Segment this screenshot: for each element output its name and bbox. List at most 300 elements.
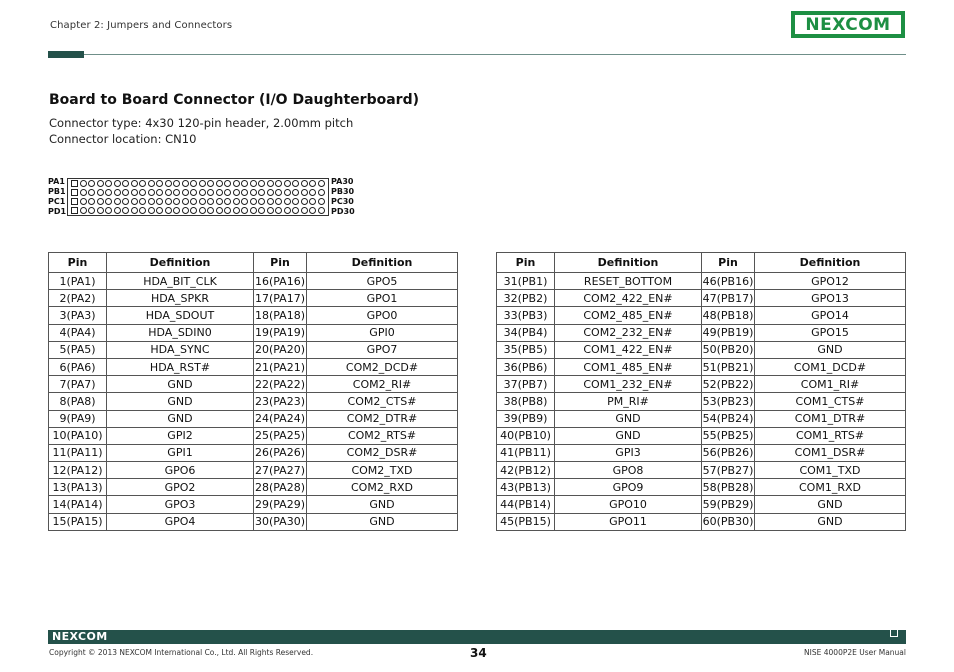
definition-cell: COM1_CTS#: [755, 393, 906, 410]
table-row: [49, 358, 458, 375]
pin-dot: [258, 189, 265, 196]
pin-dot: [224, 189, 231, 196]
definition-cell: COM2_DTR#: [307, 410, 458, 427]
table-row: [49, 479, 458, 496]
footer-bar: [48, 630, 906, 644]
pin-cell: 1(PA1): [49, 273, 107, 290]
pin-dot: [80, 207, 87, 214]
pin-dot: [258, 198, 265, 205]
chapter-heading: Chapter 2: Jumpers and Connectors: [50, 20, 233, 31]
pin-cell: 19(PA19): [254, 324, 307, 341]
definition-cell: GPO0: [307, 307, 458, 324]
pin-cell: 3(PA3): [49, 307, 107, 324]
pin-cell: 21(PA21): [254, 358, 307, 375]
pin-dot: [114, 189, 121, 196]
pin-dot: [182, 198, 189, 205]
definition-cell: GPO5: [307, 273, 458, 290]
definition-cell: COM1_DTR#: [755, 410, 906, 427]
pin-dot: [114, 198, 121, 205]
definition-cell: HDA_SYNC: [107, 341, 254, 358]
pin-dot: [318, 189, 325, 196]
pin-dot: [88, 180, 95, 187]
pin-dot: [148, 198, 155, 205]
label-pd1: PD1: [48, 207, 67, 216]
definition-cell: PM_RI#: [555, 393, 702, 410]
pin-dot: [258, 207, 265, 214]
pin-cell: 4(PA4): [49, 324, 107, 341]
table-row: [497, 341, 906, 358]
definition-cell: HDA_SDIN0: [107, 324, 254, 341]
table-row: [497, 479, 906, 496]
definition-cell: GPO6: [107, 462, 254, 479]
table-row: [497, 376, 906, 393]
header-pin: Pin: [254, 253, 307, 273]
pin-dot: [105, 180, 112, 187]
pin-row: [71, 207, 325, 214]
pin-dot: [156, 180, 163, 187]
pin-dot: [250, 189, 257, 196]
pin-dot: [131, 189, 138, 196]
definition-cell: COM1_DSR#: [755, 444, 906, 461]
pin-dot: [173, 198, 180, 205]
pin-dot: [233, 189, 240, 196]
label-pb1: PB1: [48, 187, 66, 196]
definition-cell: COM2_RI#: [307, 376, 458, 393]
pin-dot: [292, 189, 299, 196]
definition-cell: GND: [307, 513, 458, 530]
pin-dot: [97, 198, 104, 205]
pin-dot: [71, 198, 78, 205]
pin-cell: 45(PB15): [497, 513, 555, 530]
pin-dot: [139, 189, 146, 196]
pin-dot: [224, 207, 231, 214]
definition-cell: GND: [755, 513, 906, 530]
definition-cell: COM2_CTS#: [307, 393, 458, 410]
table-row: [49, 307, 458, 324]
pin-dot: [131, 207, 138, 214]
pin-row: [71, 180, 325, 187]
pin-dot: [105, 189, 112, 196]
table-row: [497, 290, 906, 307]
definition-cell: GPO9: [555, 479, 702, 496]
table-row: [497, 324, 906, 341]
definition-cell: COM2_DCD#: [307, 358, 458, 375]
pin-cell: 27(PA27): [254, 462, 307, 479]
copyright: Copyright © 2013 NEXCOM International Co., Ltd. All Rights Reserved.: [49, 648, 314, 657]
table-row: [49, 462, 458, 479]
pin-dot: [267, 189, 274, 196]
definition-cell: GND: [755, 496, 906, 513]
header-pin: Pin: [497, 253, 555, 273]
pin-dot: [284, 189, 291, 196]
definition-cell: COM1_TXD: [755, 462, 906, 479]
pin-dot: [309, 189, 316, 196]
pin-cell: 6(PA6): [49, 358, 107, 375]
pin-dot: [80, 189, 87, 196]
definition-cell: COM2_DSR#: [307, 444, 458, 461]
pin-cell: 57(PB27): [702, 462, 755, 479]
definition-cell: GND: [107, 393, 254, 410]
pin-dot: [250, 207, 257, 214]
pin-dot: [267, 198, 274, 205]
pin-dot: [301, 207, 308, 214]
header-divider: [84, 54, 906, 55]
definition-cell: GPO13: [755, 290, 906, 307]
pin-dot: [97, 189, 104, 196]
definition-cell: GPO4: [107, 513, 254, 530]
pin-dot: [190, 180, 197, 187]
definition-cell: GPO1: [307, 290, 458, 307]
definition-cell: GPO10: [555, 496, 702, 513]
pin-cell: 52(PB22): [702, 376, 755, 393]
pin-cell: 56(PB26): [702, 444, 755, 461]
pin-cell: 9(PA9): [49, 410, 107, 427]
pin-dot: [148, 180, 155, 187]
pin-dot: [173, 207, 180, 214]
definition-cell: GPO8: [555, 462, 702, 479]
pin-header-outline: [67, 178, 329, 216]
pin-cell: 16(PA16): [254, 273, 307, 290]
definition-cell: COM2_485_EN#: [555, 307, 702, 324]
pin-cell: 30(PA30): [254, 513, 307, 530]
pin-dot: [292, 180, 299, 187]
footer-logo: NEXCOM: [52, 630, 108, 643]
pin-dot: [224, 198, 231, 205]
pin-dot: [301, 198, 308, 205]
pin-dot: [241, 207, 248, 214]
definition-cell: GND: [107, 410, 254, 427]
pin-cell: 50(PB20): [702, 341, 755, 358]
pin-cell: 5(PA5): [49, 341, 107, 358]
table-row: [49, 324, 458, 341]
pin-cell: 58(PB28): [702, 479, 755, 496]
pin-dot: [207, 198, 214, 205]
pin-dot: [182, 207, 189, 214]
pin-dot: [88, 189, 95, 196]
definition-cell: COM1_485_EN#: [555, 358, 702, 375]
pin-cell: 22(PA22): [254, 376, 307, 393]
pin-dot: [97, 207, 104, 214]
pin-dot: [216, 180, 223, 187]
pin-dot: [114, 180, 121, 187]
definition-cell: COM1_422_EN#: [555, 341, 702, 358]
pin-dot: [233, 198, 240, 205]
section-title: Board to Board Connector (I/O Daughterboard): [49, 92, 419, 108]
manual-name: NISE 4000P2E User Manual: [804, 648, 906, 657]
pin-table-right: [496, 252, 906, 531]
pin-dot: [318, 198, 325, 205]
pin-dot: [318, 180, 325, 187]
pin-dot: [173, 189, 180, 196]
pin-dot: [275, 207, 282, 214]
pin-dot: [71, 180, 78, 187]
definition-cell: COM1_RXD: [755, 479, 906, 496]
definition-cell: GPO2: [107, 479, 254, 496]
table-row: [49, 496, 458, 513]
pin-cell: 20(PA20): [254, 341, 307, 358]
pin-dot: [139, 180, 146, 187]
pin-dot: [233, 207, 240, 214]
table-row: [49, 410, 458, 427]
pin-cell: 36(PB6): [497, 358, 555, 375]
pin-cell: 59(PB29): [702, 496, 755, 513]
pin-dot: [80, 198, 87, 205]
pin-dot: [267, 180, 274, 187]
definition-cell: GND: [555, 410, 702, 427]
label-pd30: PD30: [331, 207, 355, 216]
pin-dot: [275, 180, 282, 187]
pin-dot: [156, 207, 163, 214]
pin-cell: 48(PB18): [702, 307, 755, 324]
pin-dot: [241, 180, 248, 187]
pin-dot: [309, 207, 316, 214]
definition-cell: HDA_SDOUT: [107, 307, 254, 324]
pin-dot: [233, 180, 240, 187]
pin-dot: [156, 189, 163, 196]
pin-dot: [122, 198, 129, 205]
pin-dot: [318, 207, 325, 214]
table-header-row: [49, 253, 458, 273]
pin-dot: [301, 180, 308, 187]
pin-cell: 29(PA29): [254, 496, 307, 513]
table-row: [49, 393, 458, 410]
definition-cell: COM1_RI#: [755, 376, 906, 393]
pin-dot: [207, 207, 214, 214]
pin-cell: 25(PA25): [254, 427, 307, 444]
pin-dot: [122, 207, 129, 214]
pin-dot: [284, 207, 291, 214]
footer-corner-square: [898, 637, 906, 644]
pin-dot: [190, 189, 197, 196]
nexcom-logo: [791, 11, 905, 38]
pin-dot: [131, 198, 138, 205]
definition-cell: GND: [107, 376, 254, 393]
pin-dot: [165, 198, 172, 205]
pin-cell: 32(PB2): [497, 290, 555, 307]
pin-cell: 40(PB10): [497, 427, 555, 444]
definition-cell: GPO14: [755, 307, 906, 324]
pin-cell: 44(PB14): [497, 496, 555, 513]
pin-dot: [139, 198, 146, 205]
label-pa1: PA1: [48, 177, 65, 186]
pin-dot: [267, 207, 274, 214]
pin-cell: 54(PB24): [702, 410, 755, 427]
pin-dot: [292, 198, 299, 205]
header-pin: Pin: [702, 253, 755, 273]
definition-cell: COM1_RTS#: [755, 427, 906, 444]
pin-cell: 51(PB21): [702, 358, 755, 375]
pin-cell: 31(PB1): [497, 273, 555, 290]
footer-corner-square: [891, 630, 897, 636]
label-pb30: PB30: [331, 187, 355, 196]
pin-cell: 42(PB12): [497, 462, 555, 479]
pin-dot: [148, 207, 155, 214]
pin-dot: [216, 198, 223, 205]
pin-cell: 34(PB4): [497, 324, 555, 341]
header-definition: Definition: [755, 253, 906, 273]
pin-table-left: [48, 252, 458, 531]
table-row: [497, 410, 906, 427]
pin-dot: [88, 207, 95, 214]
pin-row: [71, 198, 325, 205]
definition-cell: COM1_DCD#: [755, 358, 906, 375]
header-definition: Definition: [107, 253, 254, 273]
pin-cell: 33(PB3): [497, 307, 555, 324]
header-definition: Definition: [307, 253, 458, 273]
pin-cell: 53(PB23): [702, 393, 755, 410]
logo-text: NEXCOM: [795, 15, 901, 34]
pin-dot: [241, 198, 248, 205]
pin-dot: [216, 207, 223, 214]
definition-cell: GPO3: [107, 496, 254, 513]
definition-cell: GND: [555, 427, 702, 444]
pin-dot: [148, 189, 155, 196]
pin-dot: [131, 180, 138, 187]
definition-cell: COM2_RTS#: [307, 427, 458, 444]
pin-cell: 18(PA18): [254, 307, 307, 324]
definition-cell: HDA_RST#: [107, 358, 254, 375]
label-pc30: PC30: [331, 197, 354, 206]
definition-cell: GPO7: [307, 341, 458, 358]
definition-cell: COM1_232_EN#: [555, 376, 702, 393]
pin-dot: [114, 207, 121, 214]
header-accent-bar: [48, 51, 84, 58]
pin-dot: [301, 189, 308, 196]
table-row: [49, 376, 458, 393]
pin-cell: 28(PA28): [254, 479, 307, 496]
definition-cell: GPI3: [555, 444, 702, 461]
pin-cell: 39(PB9): [497, 410, 555, 427]
pin-dot: [258, 180, 265, 187]
pin-cell: 23(PA23): [254, 393, 307, 410]
label-pc1: PC1: [48, 197, 66, 206]
pin-cell: 2(PA2): [49, 290, 107, 307]
table-row: [497, 393, 906, 410]
definition-cell: GND: [755, 341, 906, 358]
pin-cell: 26(PA26): [254, 444, 307, 461]
pin-dot: [224, 180, 231, 187]
pin-dot: [88, 198, 95, 205]
pin-cell: 10(PA10): [49, 427, 107, 444]
pin-cell: 43(PB13): [497, 479, 555, 496]
definition-cell: GPO15: [755, 324, 906, 341]
table-row: [49, 273, 458, 290]
definition-cell: GPI0: [307, 324, 458, 341]
table-row: [497, 273, 906, 290]
header-pin: Pin: [49, 253, 107, 273]
pin-dot: [199, 189, 206, 196]
connector-type: Connector type: 4x30 120-pin header, 2.00mm pitch: [49, 116, 354, 130]
table-row: [497, 427, 906, 444]
pin-dot: [199, 207, 206, 214]
definition-cell: COM2_TXD: [307, 462, 458, 479]
pin-cell: 41(PB11): [497, 444, 555, 461]
pin-dot: [122, 180, 129, 187]
pin-dot: [139, 207, 146, 214]
connector-location: Connector location: CN10: [49, 132, 197, 146]
definition-cell: GPI2: [107, 427, 254, 444]
pin-cell: 7(PA7): [49, 376, 107, 393]
definition-cell: GPO11: [555, 513, 702, 530]
table-row: [497, 358, 906, 375]
pin-dot: [71, 189, 78, 196]
pin-dot: [275, 189, 282, 196]
pin-dot: [97, 180, 104, 187]
table-row: [497, 307, 906, 324]
pin-cell: 12(PA12): [49, 462, 107, 479]
pin-cell: 35(PB5): [497, 341, 555, 358]
table-header-row: [497, 253, 906, 273]
pin-dot: [284, 198, 291, 205]
definition-cell: HDA_BIT_CLK: [107, 273, 254, 290]
definition-cell: GPI1: [107, 444, 254, 461]
definition-cell: HDA_SPKR: [107, 290, 254, 307]
definition-cell: COM2_422_EN#: [555, 290, 702, 307]
pin-cell: 8(PA8): [49, 393, 107, 410]
pin-dot: [250, 198, 257, 205]
table-row: [49, 427, 458, 444]
pin-row: [71, 189, 325, 196]
table-row: [49, 341, 458, 358]
header-definition: Definition: [555, 253, 702, 273]
pin-dot: [105, 207, 112, 214]
definition-cell: GPO12: [755, 273, 906, 290]
pin-dot: [156, 198, 163, 205]
pin-dot: [199, 198, 206, 205]
definition-cell: RESET_BOTTOM: [555, 273, 702, 290]
pin-dot: [250, 180, 257, 187]
pin-dot: [199, 180, 206, 187]
table-row: [49, 513, 458, 530]
pin-dot: [182, 180, 189, 187]
pin-cell: 47(PB17): [702, 290, 755, 307]
pin-cell: 37(PB7): [497, 376, 555, 393]
pin-dot: [105, 198, 112, 205]
pin-dot: [165, 189, 172, 196]
definition-cell: COM2_RXD: [307, 479, 458, 496]
pin-cell: 24(PA24): [254, 410, 307, 427]
pin-cell: 46(PB16): [702, 273, 755, 290]
pin-dot: [71, 207, 78, 214]
pin-dot: [309, 180, 316, 187]
pin-dot: [173, 180, 180, 187]
pin-cell: 55(PB25): [702, 427, 755, 444]
page-number: 34: [470, 646, 487, 660]
definition-cell: GND: [307, 496, 458, 513]
pin-dot: [165, 207, 172, 214]
pin-dot: [216, 189, 223, 196]
pin-dot: [165, 180, 172, 187]
table-row: [49, 290, 458, 307]
pin-cell: 17(PA17): [254, 290, 307, 307]
pin-dot: [80, 180, 87, 187]
pin-dot: [182, 189, 189, 196]
pin-dot: [207, 180, 214, 187]
definition-cell: COM2_232_EN#: [555, 324, 702, 341]
pin-dot: [284, 180, 291, 187]
table-row: [497, 462, 906, 479]
table-row: [497, 496, 906, 513]
pin-dot: [309, 198, 316, 205]
pin-dot: [190, 198, 197, 205]
pin-dot: [275, 198, 282, 205]
table-row: [49, 444, 458, 461]
table-row: [497, 444, 906, 461]
pin-cell: 11(PA11): [49, 444, 107, 461]
label-pa30: PA30: [331, 177, 354, 186]
pin-dot: [122, 189, 129, 196]
pin-dot: [207, 189, 214, 196]
